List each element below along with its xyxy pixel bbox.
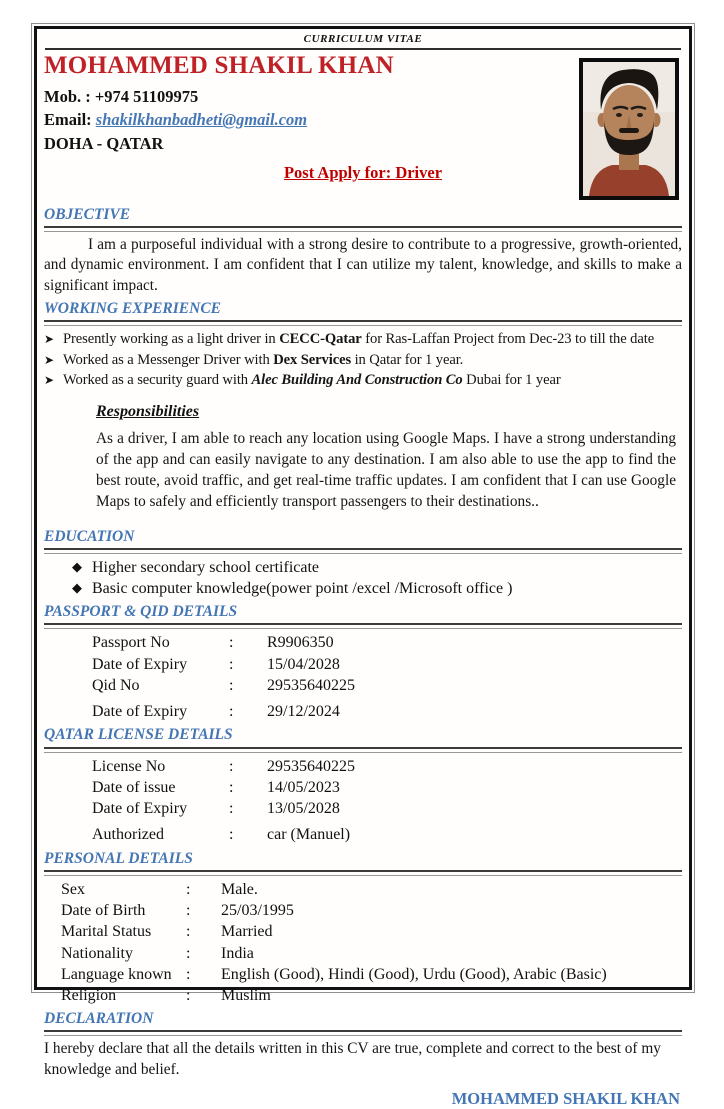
applicant-photo: [579, 58, 679, 200]
email-link[interactable]: shakilkhanbadheti@gmail.com: [95, 110, 308, 130]
experience-text: Presently working as a light driver in: [63, 330, 280, 347]
education-text: Higher secondary school certificate: [92, 558, 320, 576]
license-details: [44, 756, 682, 846]
signature-name: MOHAMMED SHAKIL KHAN: [451, 1089, 680, 1109]
detail-separator: :: [229, 826, 234, 844]
education-item: [44, 578, 682, 599]
section-rule: [44, 623, 682, 629]
section-title-personal: PERSONAL DETAILS: [44, 849, 193, 867]
detail-label: Date of Expiry: [92, 800, 188, 818]
detail-separator: :: [186, 987, 191, 1005]
detail-row: [92, 824, 682, 845]
doc-title: CURRICULUM VITAE: [303, 33, 423, 45]
detail-label: Religion: [61, 987, 117, 1005]
section-rule: [44, 747, 682, 753]
diamond-bullet-icon: ◆: [72, 558, 82, 574]
detail-label: Nationality: [61, 944, 133, 962]
detail-row: [92, 701, 682, 722]
arrow-bullet-icon: ➤: [44, 331, 54, 346]
section-rule: [44, 870, 682, 876]
detail-separator: :: [186, 901, 191, 919]
detail-row: [92, 798, 682, 819]
experience-text: Dubai for 1 year: [462, 372, 561, 389]
post-apply-line: Post Apply for: Driver: [283, 163, 443, 183]
detail-value: 14/05/2023: [267, 778, 340, 796]
experience-employer: Alec Building And Construction Co: [251, 372, 463, 389]
section-rule: [44, 320, 682, 326]
detail-label: Date of Expiry: [92, 655, 188, 673]
experience-item: [44, 370, 682, 391]
detail-separator: :: [229, 703, 234, 721]
cv-page: [34, 26, 692, 1109]
detail-value: 15/04/2028: [267, 655, 340, 673]
detail-value: India: [221, 944, 254, 962]
experience-text: Worked as a security guard with: [63, 372, 252, 389]
declaration-text: I hereby declare that all the details written in this CV are true, complete and correct to the best of my knowledge and belief.: [44, 1040, 661, 1078]
objective-text: I am a purposeful individual with a strong desire to contribute to a progressive, growth-oriented, and dynamic environment. I am confident that I can utilize my talent, knowledge, and skills to make a significant impact.: [44, 236, 682, 294]
experience-item: [44, 350, 682, 371]
section-title-declaration: DECLARATION: [44, 1010, 154, 1028]
mobile-line: Mob. : +974 51109975: [44, 87, 199, 106]
detail-value: 29/12/2024: [267, 703, 340, 721]
section-rule: [44, 226, 682, 232]
experience-text: for Ras-Laffan Project from Dec-23 to till the date: [361, 330, 655, 347]
email-label: Email:: [44, 110, 96, 130]
detail-value: R9906350: [267, 634, 334, 652]
detail-value: car (Manuel): [267, 826, 351, 844]
detail-separator: :: [229, 757, 234, 775]
location-line: DOHA - QATAR: [44, 133, 164, 153]
detail-label: Authorized: [92, 826, 164, 844]
section-title-passport: PASSPORT & QID DETAILS: [44, 603, 238, 621]
detail-separator: :: [186, 944, 191, 962]
section-title-objective: OBJECTIVE: [44, 206, 131, 223]
detail-label: Qid No: [92, 676, 140, 694]
section-rule: [44, 548, 682, 554]
experience-text: in Qatar for 1 year.: [351, 351, 464, 368]
detail-row: [61, 921, 682, 942]
section-title-experience: WORKING EXPERIENCE: [44, 299, 222, 317]
detail-label: Passport No: [92, 634, 170, 652]
detail-separator: :: [186, 880, 191, 898]
detail-value: English (Good), Hindi (Good), Urdu (Good), Arabic (Basic): [221, 965, 607, 983]
detail-value: Muslim: [221, 987, 271, 1005]
detail-label: Marital Status: [61, 923, 152, 941]
title-rule: [45, 48, 681, 50]
detail-row: [61, 879, 682, 900]
applicant-name: MOHAMMED SHAKIL KHAN: [44, 52, 394, 79]
detail-separator: :: [229, 634, 234, 652]
detail-value: 29535640225: [267, 676, 355, 694]
arrow-bullet-icon: ➤: [44, 352, 54, 367]
detail-row: [61, 943, 682, 964]
section-title-license: QATAR LICENSE DETAILS: [44, 726, 233, 744]
detail-row: [92, 632, 682, 653]
detail-separator: :: [229, 676, 234, 694]
education-item: [44, 557, 682, 578]
education-text: Basic computer knowledge(power point /excel /Microsoft office ): [92, 580, 513, 598]
experience-item: [44, 329, 682, 350]
section-title-education: EDUCATION: [44, 527, 135, 545]
experience-employer: Dex Services: [273, 351, 352, 368]
detail-label: Date of issue: [92, 778, 176, 796]
detail-row: [92, 777, 682, 798]
detail-row: [92, 756, 682, 777]
detail-label: Language known: [61, 965, 172, 983]
detail-label: Date of Expiry: [92, 703, 188, 721]
responsibilities-text: As a driver, I am able to reach any location using Google Maps. I have a strong understanding of the app and can easily navigate to any destination. I am also able to use the app to find the best route, avoid traffic, and get real-time traffic updates. I am confident that I can use Google Maps to safely and efficiently transport passengers to their destinations..: [96, 430, 676, 510]
responsibilities-title: Responsibilities: [96, 403, 200, 420]
detail-label: License No: [92, 757, 166, 775]
page-border: [31, 23, 695, 1109]
detail-separator: :: [229, 778, 234, 796]
detail-value: 13/05/2028: [267, 800, 340, 818]
detail-row: [61, 985, 682, 1006]
detail-value: 25/03/1995: [221, 901, 294, 919]
diamond-bullet-icon: ◆: [72, 580, 82, 596]
personal-details: [44, 879, 682, 1007]
detail-separator: :: [229, 800, 234, 818]
detail-separator: :: [229, 655, 234, 673]
detail-separator: :: [186, 923, 191, 941]
detail-label: Sex: [61, 880, 85, 898]
detail-row: [61, 964, 682, 985]
passport-details: [44, 632, 682, 722]
detail-label: Date of Birth: [61, 901, 146, 919]
detail-value: Married: [221, 923, 273, 941]
detail-value: 29535640225: [267, 757, 355, 775]
detail-separator: :: [186, 965, 191, 983]
detail-value: Male.: [221, 880, 258, 898]
portrait-illustration: [583, 62, 675, 196]
arrow-bullet-icon: ➤: [44, 373, 54, 388]
detail-row: [92, 654, 682, 675]
section-rule: [44, 1030, 682, 1036]
detail-row: [61, 900, 682, 921]
experience-employer: CECC-Qatar: [279, 330, 362, 347]
header-block: [44, 52, 682, 202]
experience-text: Worked as a Messenger Driver with: [63, 351, 274, 368]
detail-row: [92, 675, 682, 696]
experience-list: [44, 329, 682, 391]
education-list: [44, 557, 682, 599]
